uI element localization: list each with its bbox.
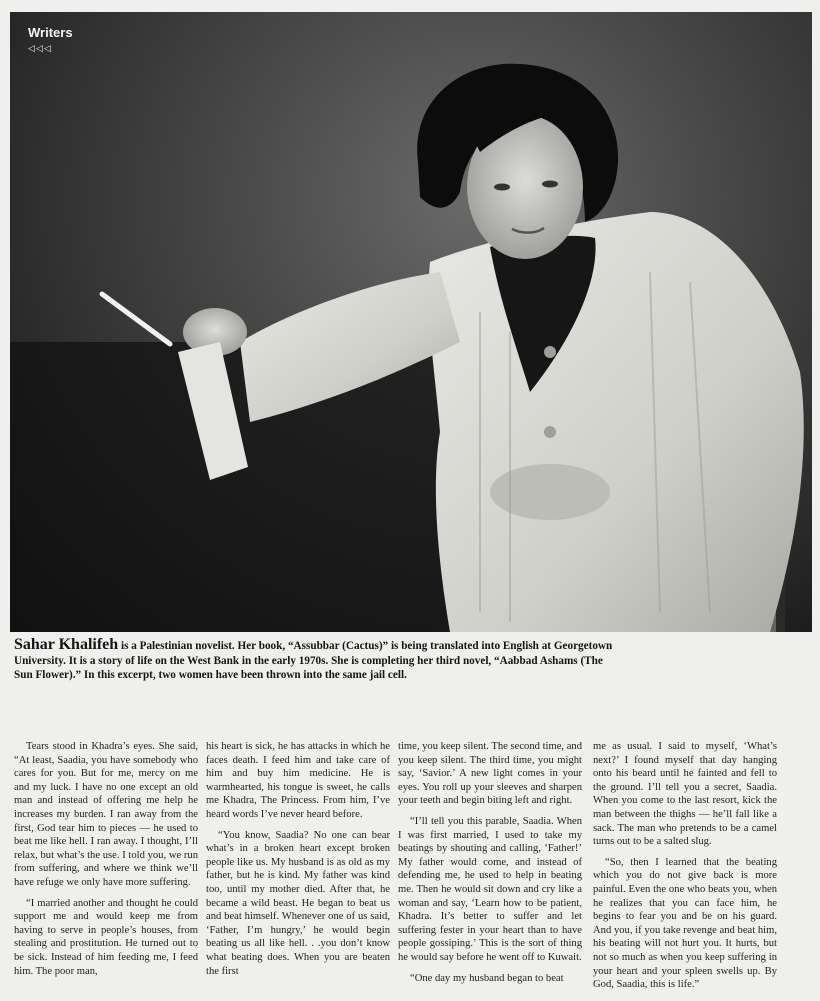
paragraph: “I’ll tell you this parable, Saadia. When I was first married, I used to take my beatings by shouting and calling, ‘Father!’ My father would come, and instead of defending me, he used to help in beating me. Then he would sit down and cry like a woman and say, ‘Learn how to be patient, Khadra. It’s better to suffer and let suffering fester in your heart than to have people gossiping.’ This is the sort of thing he would say before he went off to Kuwait. (398, 815, 582, 963)
article-column-3 (398, 740, 582, 992)
author-portrait-photo (10, 12, 812, 632)
paragraph: Tears stood in Khadra’s eyes. She said, “At least, Saadia, you have somebody who cares for you. But for me, mercy on me and my luck. I have no one except an old man and instead of offering me help he increases my burden. I ran away from the first, God tear him to pieces — he used to beat me like hell. I ran away. I thought, I’ll relax, but what’s the use. I told you, we run from suffering, and where we think we’ll have refuge we only have more suffering. (14, 741, 198, 888)
portrait-illustration (10, 12, 812, 632)
paragraph: time, you keep silent. The second time, and you keep silent. The third time, you might say, ‘Savior.’ A new light comes in your eyes. You roll up your sleeves and sharpen your teeth and begin biting left and right. (398, 741, 582, 807)
article-column-2 (206, 740, 390, 985)
photo-caption (14, 638, 614, 683)
paragraph: “I married another and thought he could support me and would keep me from having to serve in people’s houses, from stealing and prostitution. He turned out to be sick. Instead of him feeding me, I feed him. The poor man, (14, 897, 198, 977)
paragraph: “One day my husband began to beat (410, 972, 564, 984)
caption-text: is a Palestinian novelist. Her book, “Assubbar (Cactus)” is being translated into English at Georgetown University. It is a story of life on the West Bank in the early 1970s. She is completing her third novel, “Aabbad Ashams (The Sun Flower).” In this excerpt, two women have been thrown into the same jail cell. (14, 640, 613, 681)
article-column-1 (14, 740, 198, 985)
article-column-4 (593, 740, 777, 999)
paragraph: his heart is sick, he has attacks in which he faces death. I feed him and take care of him and buy him medicine. He is warmhearted, his tongue is sweet, he calls me Khadra, The Princess. From him, I’ve heard words I’ve never heard before. (206, 741, 390, 820)
paragraph: “You know, Saadia? No one can bear what’s in a broken heart except broken people like us. My husband is as old as my father, but he is kind. My father was kind too, until my mother died. After that, he became a wild beast. He began to beat us and beat himself. Whenever one of us said, ‘Father, I’m hungry,’ he would begin beating us all like hell. . .you don’t know what beating does. When you are beaten the first (206, 829, 390, 977)
paragraph: me as usual. I said to myself, ‘What’s next?’ I found myself that day hanging onto his beard until he fainted and fell to the ground. I’ll tell you a secret, Saadia. When you come to the last resort, kick the man between the thighs — he’ll fall like a sack. The man who pretends to be a camel turns out to be a salted slug. (593, 741, 777, 848)
section-title: Writers (28, 25, 73, 40)
paragraph: “So, then I learned that the beating which you do not give back is more painful. Even the one who beats you, when he realizes that you can face him, he begins to fear you and be on his guard. And you, if you take revenge and beat him, his beating will not hurt you. It hurts, but not so much as when you keep suffering in your heart and your spleen swells up. By God, Saadia, this is life.” (593, 856, 777, 991)
section-label (28, 26, 73, 55)
section-arrows-icon: ◁◁◁ (28, 43, 52, 53)
author-name: Sahar Khalifeh (14, 636, 119, 653)
